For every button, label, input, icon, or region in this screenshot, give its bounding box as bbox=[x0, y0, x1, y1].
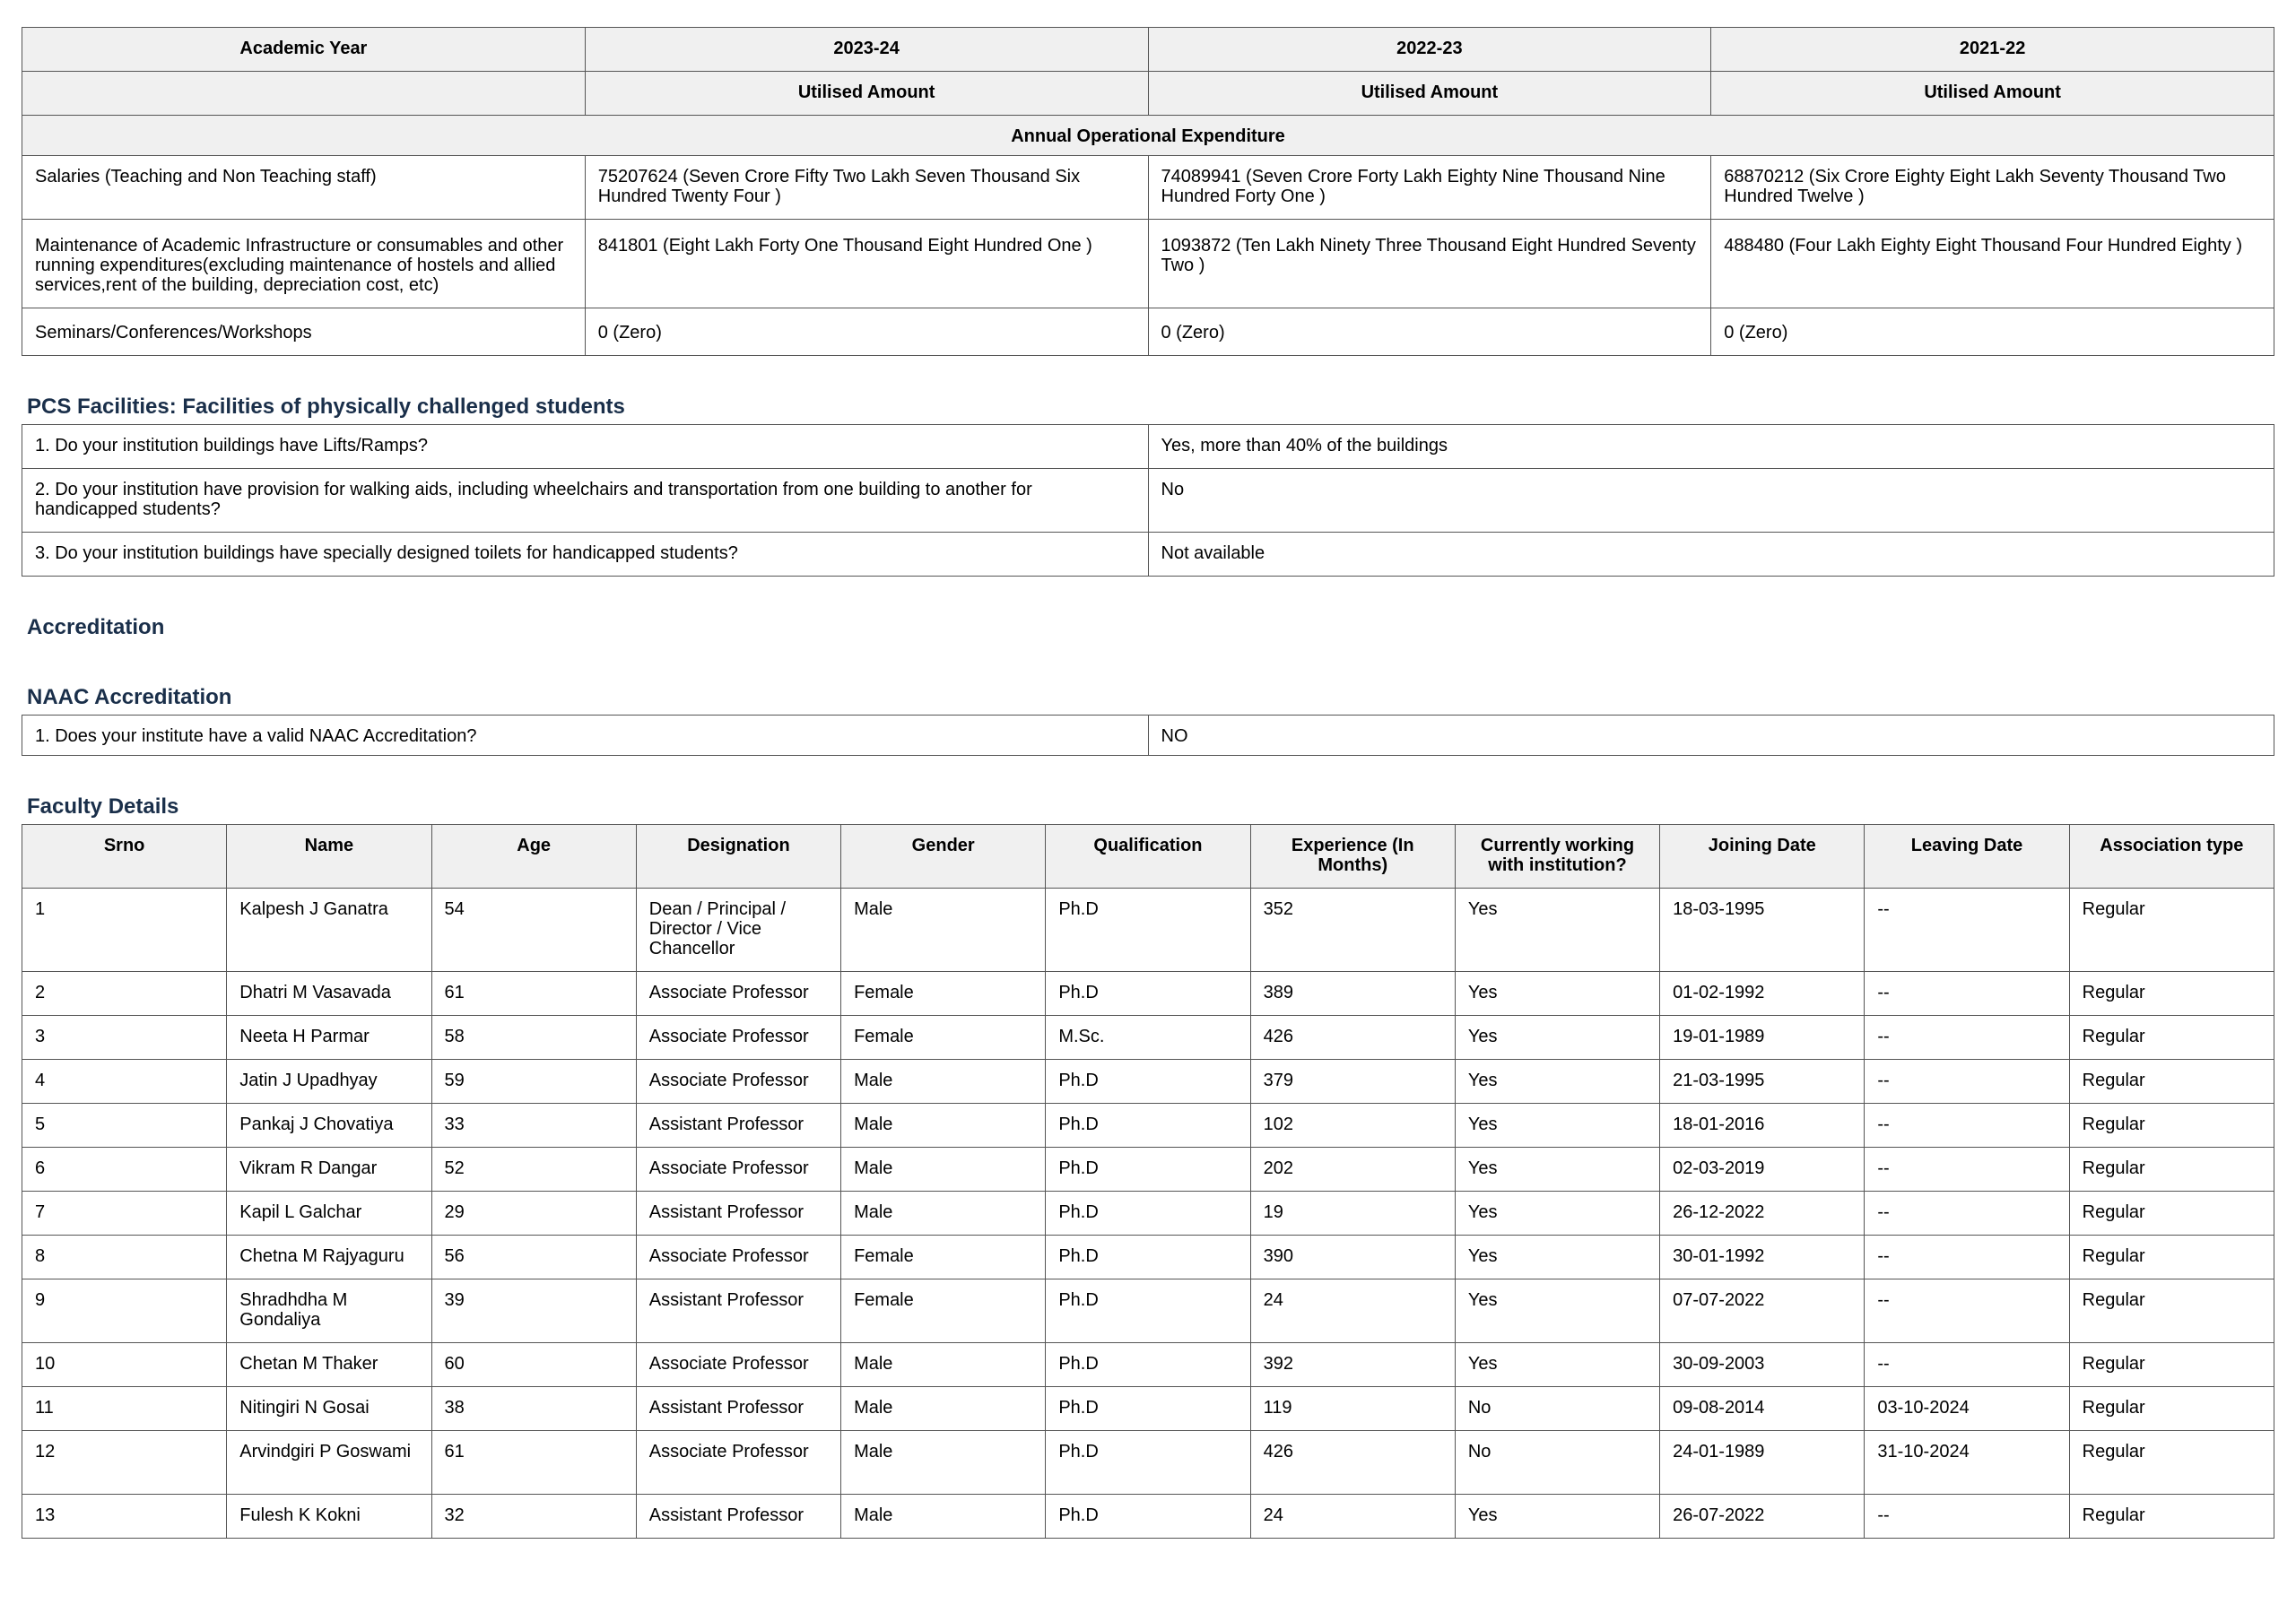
qualification-cell: M.Sc. bbox=[1046, 1016, 1250, 1060]
experience-cell: 202 bbox=[1250, 1148, 1455, 1192]
name-cell: Jatin J Upadhyay bbox=[227, 1060, 431, 1104]
srno-cell: 8 bbox=[22, 1236, 227, 1279]
srno-cell: 2 bbox=[22, 972, 227, 1016]
expenditure-value: 74089941 (Seven Crore Forty Lakh Eighty Nine Thousand Nine Hundred Forty One ) bbox=[1148, 156, 1711, 220]
age-cell: 61 bbox=[431, 1431, 636, 1495]
qualification-cell: Ph.D bbox=[1046, 1104, 1250, 1148]
association-type-cell: Regular bbox=[2069, 1236, 2274, 1279]
expenditure-header-row bbox=[22, 28, 2274, 72]
annual-operational-expenditure-band: Annual Operational Expenditure bbox=[22, 116, 2274, 156]
pcs-question: 2. Do your institution have provision for walking aids, including wheelchairs and transportation from one building to another for handicapped students? bbox=[22, 469, 1149, 533]
table-row bbox=[22, 1279, 2274, 1343]
experience-cell: 352 bbox=[1250, 889, 1455, 972]
designation-cell: Assistant Professor bbox=[636, 1104, 840, 1148]
pcs-question: 1. Do your institution buildings have Lifts/Ramps? bbox=[22, 425, 1149, 469]
age-cell: 60 bbox=[431, 1343, 636, 1387]
name-cell: Nitingiri N Gosai bbox=[227, 1387, 431, 1431]
expenditure-value: 488480 (Four Lakh Eighty Eight Thousand Four Hundred Eighty ) bbox=[1711, 220, 2274, 308]
qualification-cell: Ph.D bbox=[1046, 1495, 1250, 1539]
name-cell: Pankaj J Chovatiya bbox=[227, 1104, 431, 1148]
faculty-header-row bbox=[22, 825, 2274, 889]
srno-cell: 4 bbox=[22, 1060, 227, 1104]
table-row bbox=[22, 1060, 2274, 1104]
leaving-date-cell: -- bbox=[1865, 1343, 2069, 1387]
joining-date-cell: 18-01-2016 bbox=[1660, 1104, 1865, 1148]
expenditure-value: 0 (Zero) bbox=[1711, 308, 2274, 356]
designation-cell: Associate Professor bbox=[636, 1148, 840, 1192]
name-cell: Vikram R Dangar bbox=[227, 1148, 431, 1192]
table-row bbox=[22, 220, 2274, 308]
leaving-date-cell: -- bbox=[1865, 1279, 2069, 1343]
designation-cell: Assistant Professor bbox=[636, 1387, 840, 1431]
association-type-cell: Regular bbox=[2069, 1104, 2274, 1148]
faculty-column-header: Leaving Date bbox=[1865, 825, 2069, 889]
year-header: 2021-22 bbox=[1711, 28, 2274, 72]
utilised-amount-header: Utilised Amount bbox=[1148, 72, 1711, 116]
experience-cell: 426 bbox=[1250, 1016, 1455, 1060]
name-cell: Chetna M Rajyaguru bbox=[227, 1236, 431, 1279]
experience-cell: 19 bbox=[1250, 1192, 1455, 1236]
table-row bbox=[22, 1495, 2274, 1539]
srno-cell: 12 bbox=[22, 1431, 227, 1495]
currently-working-cell: Yes bbox=[1455, 1495, 1659, 1539]
designation-cell: Associate Professor bbox=[636, 1431, 840, 1495]
currently-working-cell: Yes bbox=[1455, 1236, 1659, 1279]
srno-cell: 9 bbox=[22, 1279, 227, 1343]
name-cell: Dhatri M Vasavada bbox=[227, 972, 431, 1016]
qualification-cell: Ph.D bbox=[1046, 1343, 1250, 1387]
expenditure-label: Salaries (Teaching and Non Teaching staff) bbox=[22, 156, 586, 220]
expenditure-value: 0 (Zero) bbox=[585, 308, 1148, 356]
currently-working-cell: Yes bbox=[1455, 1148, 1659, 1192]
designation-cell: Associate Professor bbox=[636, 1236, 840, 1279]
association-type-cell: Regular bbox=[2069, 1148, 2274, 1192]
table-row bbox=[22, 156, 2274, 220]
table-row bbox=[22, 533, 2274, 577]
age-cell: 58 bbox=[431, 1016, 636, 1060]
qualification-cell: Ph.D bbox=[1046, 972, 1250, 1016]
age-cell: 38 bbox=[431, 1387, 636, 1431]
naac-section-title: NAAC Accreditation bbox=[27, 685, 232, 709]
association-type-cell: Regular bbox=[2069, 1016, 2274, 1060]
leaving-date-cell: -- bbox=[1865, 1016, 2069, 1060]
qualification-cell: Ph.D bbox=[1046, 1279, 1250, 1343]
year-header: 2022-23 bbox=[1148, 28, 1711, 72]
expenditure-value: 75207624 (Seven Crore Fifty Two Lakh Seven Thousand Six Hundred Twenty Four ) bbox=[585, 156, 1148, 220]
joining-date-cell: 26-12-2022 bbox=[1660, 1192, 1865, 1236]
qualification-cell: Ph.D bbox=[1046, 1060, 1250, 1104]
designation-cell: Associate Professor bbox=[636, 1060, 840, 1104]
joining-date-cell: 30-09-2003 bbox=[1660, 1343, 1865, 1387]
association-type-cell: Regular bbox=[2069, 1192, 2274, 1236]
naac-answer: NO bbox=[1148, 716, 2274, 756]
experience-cell: 24 bbox=[1250, 1495, 1455, 1539]
joining-date-cell: 07-07-2022 bbox=[1660, 1279, 1865, 1343]
table-row bbox=[22, 1431, 2274, 1495]
expenditure-label: Maintenance of Academic Infrastructure or consumables and other running expenditures(excluding maintenance of hostels and allied services,rent of the building, depreciation cost, etc) bbox=[22, 220, 586, 308]
gender-cell: Male bbox=[841, 889, 1046, 972]
age-cell: 39 bbox=[431, 1279, 636, 1343]
qualification-cell: Ph.D bbox=[1046, 1387, 1250, 1431]
table-row bbox=[22, 1104, 2274, 1148]
leaving-date-cell: -- bbox=[1865, 1236, 2069, 1279]
qualification-cell: Ph.D bbox=[1046, 1236, 1250, 1279]
association-type-cell: Regular bbox=[2069, 1343, 2274, 1387]
pcs-question: 3. Do your institution buildings have specially designed toilets for handicapped students? bbox=[22, 533, 1149, 577]
association-type-cell: Regular bbox=[2069, 889, 2274, 972]
experience-cell: 389 bbox=[1250, 972, 1455, 1016]
expenditure-subheader-row bbox=[22, 72, 2274, 116]
pcs-answer: No bbox=[1148, 469, 2274, 533]
currently-working-cell: Yes bbox=[1455, 889, 1659, 972]
age-cell: 56 bbox=[431, 1236, 636, 1279]
association-type-cell: Regular bbox=[2069, 1279, 2274, 1343]
srno-cell: 3 bbox=[22, 1016, 227, 1060]
table-row bbox=[22, 1192, 2274, 1236]
age-cell: 59 bbox=[431, 1060, 636, 1104]
srno-cell: 11 bbox=[22, 1387, 227, 1431]
faculty-column-header: Designation bbox=[636, 825, 840, 889]
designation-cell: Assistant Professor bbox=[636, 1495, 840, 1539]
faculty-column-header: Name bbox=[227, 825, 431, 889]
leaving-date-cell: 31-10-2024 bbox=[1865, 1431, 2069, 1495]
leaving-date-cell: -- bbox=[1865, 1495, 2069, 1539]
age-cell: 33 bbox=[431, 1104, 636, 1148]
currently-working-cell: Yes bbox=[1455, 1016, 1659, 1060]
expenditure-value: 0 (Zero) bbox=[1148, 308, 1711, 356]
faculty-column-header: Currently working with institution? bbox=[1455, 825, 1659, 889]
srno-cell: 6 bbox=[22, 1148, 227, 1192]
accreditation-section-title: Accreditation bbox=[27, 615, 165, 639]
empty-header-cell bbox=[22, 72, 586, 116]
association-type-cell: Regular bbox=[2069, 1387, 2274, 1431]
joining-date-cell: 02-03-2019 bbox=[1660, 1148, 1865, 1192]
age-cell: 61 bbox=[431, 972, 636, 1016]
srno-cell: 5 bbox=[22, 1104, 227, 1148]
expenditure-table bbox=[22, 27, 2274, 356]
joining-date-cell: 09-08-2014 bbox=[1660, 1387, 1865, 1431]
name-cell: Kalpesh J Ganatra bbox=[227, 889, 431, 972]
leaving-date-cell: 03-10-2024 bbox=[1865, 1387, 2069, 1431]
leaving-date-cell: -- bbox=[1865, 972, 2069, 1016]
expenditure-value: 841801 (Eight Lakh Forty One Thousand Eight Hundred One ) bbox=[585, 220, 1148, 308]
name-cell: Shradhdha M Gondaliya bbox=[227, 1279, 431, 1343]
currently-working-cell: Yes bbox=[1455, 1060, 1659, 1104]
faculty-column-header: Qualification bbox=[1046, 825, 1250, 889]
leaving-date-cell: -- bbox=[1865, 1104, 2069, 1148]
qualification-cell: Ph.D bbox=[1046, 1431, 1250, 1495]
table-row bbox=[22, 425, 2274, 469]
joining-date-cell: 19-01-1989 bbox=[1660, 1016, 1865, 1060]
name-cell: Chetan M Thaker bbox=[227, 1343, 431, 1387]
expenditure-label: Seminars/Conferences/Workshops bbox=[22, 308, 586, 356]
experience-cell: 392 bbox=[1250, 1343, 1455, 1387]
faculty-table bbox=[22, 824, 2274, 1539]
experience-cell: 379 bbox=[1250, 1060, 1455, 1104]
experience-cell: 390 bbox=[1250, 1236, 1455, 1279]
pcs-table bbox=[22, 424, 2274, 577]
pcs-section-title: PCS Facilities: Facilities of physically challenged students bbox=[27, 395, 625, 419]
expenditure-value: 68870212 (Six Crore Eighty Eight Lakh Seventy Thousand Two Hundred Twelve ) bbox=[1711, 156, 2274, 220]
section-band-row bbox=[22, 116, 2274, 156]
currently-working-cell: Yes bbox=[1455, 1279, 1659, 1343]
experience-cell: 119 bbox=[1250, 1387, 1455, 1431]
gender-cell: Male bbox=[841, 1387, 1046, 1431]
currently-working-cell: Yes bbox=[1455, 972, 1659, 1016]
gender-cell: Male bbox=[841, 1060, 1046, 1104]
name-cell: Kapil L Galchar bbox=[227, 1192, 431, 1236]
gender-cell: Male bbox=[841, 1192, 1046, 1236]
currently-working-cell: No bbox=[1455, 1387, 1659, 1431]
experience-cell: 102 bbox=[1250, 1104, 1455, 1148]
qualification-cell: Ph.D bbox=[1046, 1192, 1250, 1236]
naac-question: 1. Does your institute have a valid NAAC Accreditation? bbox=[22, 716, 1149, 756]
gender-cell: Female bbox=[841, 972, 1046, 1016]
leaving-date-cell: -- bbox=[1865, 1148, 2069, 1192]
expenditure-value: 1093872 (Ten Lakh Ninety Three Thousand Eight Hundred Seventy Two ) bbox=[1148, 220, 1711, 308]
association-type-cell: Regular bbox=[2069, 972, 2274, 1016]
faculty-column-header: Srno bbox=[22, 825, 227, 889]
faculty-column-header: Joining Date bbox=[1660, 825, 1865, 889]
srno-cell: 1 bbox=[22, 889, 227, 972]
pcs-answer: Not available bbox=[1148, 533, 2274, 577]
age-cell: 52 bbox=[431, 1148, 636, 1192]
srno-cell: 7 bbox=[22, 1192, 227, 1236]
leaving-date-cell: -- bbox=[1865, 1060, 2069, 1104]
qualification-cell: Ph.D bbox=[1046, 1148, 1250, 1192]
pcs-answer: Yes, more than 40% of the buildings bbox=[1148, 425, 2274, 469]
table-row bbox=[22, 469, 2274, 533]
faculty-column-header: Gender bbox=[841, 825, 1046, 889]
year-header: 2023-24 bbox=[585, 28, 1148, 72]
academic-year-header: Academic Year bbox=[22, 28, 586, 72]
age-cell: 29 bbox=[431, 1192, 636, 1236]
leaving-date-cell: -- bbox=[1865, 889, 2069, 972]
experience-cell: 24 bbox=[1250, 1279, 1455, 1343]
table-row bbox=[22, 1148, 2274, 1192]
gender-cell: Male bbox=[841, 1104, 1046, 1148]
faculty-section-title: Faculty Details bbox=[27, 794, 179, 819]
currently-working-cell: Yes bbox=[1455, 1343, 1659, 1387]
association-type-cell: Regular bbox=[2069, 1060, 2274, 1104]
designation-cell: Dean / Principal / Director / Vice Chancellor bbox=[636, 889, 840, 972]
designation-cell: Associate Professor bbox=[636, 972, 840, 1016]
gender-cell: Male bbox=[841, 1148, 1046, 1192]
qualification-cell: Ph.D bbox=[1046, 889, 1250, 972]
faculty-column-header: Experience (In Months) bbox=[1250, 825, 1455, 889]
faculty-column-header: Age bbox=[431, 825, 636, 889]
age-cell: 32 bbox=[431, 1495, 636, 1539]
designation-cell: Assistant Professor bbox=[636, 1279, 840, 1343]
leaving-date-cell: -- bbox=[1865, 1192, 2069, 1236]
table-row bbox=[22, 1236, 2274, 1279]
currently-working-cell: Yes bbox=[1455, 1104, 1659, 1148]
designation-cell: Associate Professor bbox=[636, 1016, 840, 1060]
srno-cell: 13 bbox=[22, 1495, 227, 1539]
gender-cell: Female bbox=[841, 1236, 1046, 1279]
joining-date-cell: 26-07-2022 bbox=[1660, 1495, 1865, 1539]
table-row bbox=[22, 972, 2274, 1016]
name-cell: Neeta H Parmar bbox=[227, 1016, 431, 1060]
utilised-amount-header: Utilised Amount bbox=[585, 72, 1148, 116]
currently-working-cell: No bbox=[1455, 1431, 1659, 1495]
association-type-cell: Regular bbox=[2069, 1495, 2274, 1539]
designation-cell: Associate Professor bbox=[636, 1343, 840, 1387]
naac-table bbox=[22, 715, 2274, 756]
experience-cell: 426 bbox=[1250, 1431, 1455, 1495]
joining-date-cell: 21-03-1995 bbox=[1660, 1060, 1865, 1104]
srno-cell: 10 bbox=[22, 1343, 227, 1387]
name-cell: Fulesh K Kokni bbox=[227, 1495, 431, 1539]
faculty-column-header: Association type bbox=[2069, 825, 2274, 889]
gender-cell: Male bbox=[841, 1431, 1046, 1495]
gender-cell: Female bbox=[841, 1016, 1046, 1060]
joining-date-cell: 01-02-1992 bbox=[1660, 972, 1865, 1016]
table-row bbox=[22, 1343, 2274, 1387]
table-row bbox=[22, 308, 2274, 356]
currently-working-cell: Yes bbox=[1455, 1192, 1659, 1236]
table-row bbox=[22, 1387, 2274, 1431]
association-type-cell: Regular bbox=[2069, 1431, 2274, 1495]
utilised-amount-header: Utilised Amount bbox=[1711, 72, 2274, 116]
gender-cell: Male bbox=[841, 1343, 1046, 1387]
designation-cell: Assistant Professor bbox=[636, 1192, 840, 1236]
table-row bbox=[22, 1016, 2274, 1060]
gender-cell: Female bbox=[841, 1279, 1046, 1343]
joining-date-cell: 30-01-1992 bbox=[1660, 1236, 1865, 1279]
joining-date-cell: 18-03-1995 bbox=[1660, 889, 1865, 972]
name-cell: Arvindgiri P Goswami bbox=[227, 1431, 431, 1495]
table-row bbox=[22, 716, 2274, 756]
table-row bbox=[22, 889, 2274, 972]
age-cell: 54 bbox=[431, 889, 636, 972]
joining-date-cell: 24-01-1989 bbox=[1660, 1431, 1865, 1495]
gender-cell: Male bbox=[841, 1495, 1046, 1539]
